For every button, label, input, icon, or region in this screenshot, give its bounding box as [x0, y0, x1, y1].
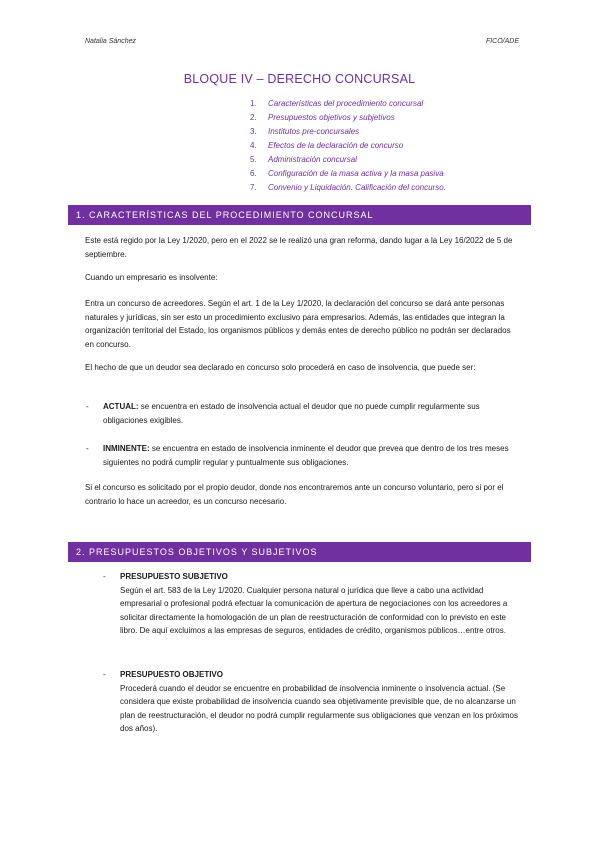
dash-bullet-icon: - [86, 402, 89, 411]
presupuesto-objetivo-text: Procederá cuando el deudor se encuentre en probabilidad de insolvencia inminente o insolvencia actual. (Se considera que existe probabilidad de insolvencia cuando sea objetivamente previsible que, de no alcanzarse un plan de reestructuración, el deudor no podrá cumplir regularmente sus obligaciones que venzan en los próximos dos años). [120, 683, 519, 733]
toc-item: 3. Institutos pre-concursales [250, 127, 360, 136]
header-author: Natalia Sánchez [85, 38, 136, 45]
section-heading-2: 2. PRESUPUESTOS OBJETIVOS Y SUBJETIVOS [68, 542, 531, 562]
presupuesto-objetivo [120, 668, 520, 736]
dash-bullet-icon: - [86, 444, 89, 453]
dash-bullet-icon: - [103, 670, 106, 679]
section1-intro: Este está regido por la Ley 1/2020, pero en el 2022 se le realizó una gran reforma, dando lugar a la Ley 16/2022 de 5 de septiembre. [85, 236, 513, 259]
toc-item: 7. Convenio y Liquidación. Calificación del concurso. [250, 183, 446, 192]
toc-item: 6. Configuración de la masa activa y la masa pasiva [250, 169, 444, 178]
section1-paragraph-1: Entra un concurso de acreedores. Según el art. 1 de la Ley 1/2020, la declaración del concurso se dará ante personas naturales y jurídicas, sin ser esto un procedimiento exclusivo para empresarios. Además, las entidades que integran la organización territorial del Estado, los organismos públicos y demás entes de derecho público no podrán ser declarados en concurso. [85, 299, 511, 349]
bullet-inminente: - INMINENTE: se encuentra en estado de insolvencia inminente el deudor que prevea que dentro de los tres meses siguientes no podrá cumplir regular y puntualmente sus obligaciones. [86, 444, 509, 467]
dash-bullet-icon: - [103, 572, 106, 581]
presupuesto-subjetivo-title: PRESUPUESTO SUBJETIVO [120, 572, 228, 581]
header-course: FICO/ADE [485, 38, 519, 45]
table-of-contents [250, 97, 446, 195]
toc-item: 4. Efectos de la declaración de concurso [250, 141, 404, 150]
section1-paragraph-3: Si el concurso es solicitado por el propio deudor, donde nos encontraremos ante un concurso voluntario, pero si por el contrario lo hace un acreedor, es un concurso necesario. [85, 483, 504, 506]
toc-item: 2. Presupuestos objetivos y subjetivos [250, 113, 395, 122]
presupuesto-subjetivo [120, 570, 520, 638]
presupuesto-subjetivo-text: Según el art. 583 de la Ley 1/2020. Cualquier persona natural o jurídica que lleve a cabo una actividad empresarial o profesional podrá efectuar la comunicación de apertura de negociaciones con los acreedores a solicitar directamente la homologación de un plan de reestructuración de conformidad con lo previsto en este libro. De aquí excluimos a las empresas de seguros, entidades de crédito, organismos públicos…entre otros. [120, 585, 508, 635]
toc-item: 5. Administración concursal [250, 155, 357, 164]
presupuesto-objetivo-title: PRESUPUESTO OBJETIVO [120, 670, 223, 679]
document-title: BLOQUE IV – DERECHO CONCURSAL [183, 72, 416, 86]
bullet-actual: - ACTUAL: se encuentra en estado de insolvencia actual el deudor que no puede cumplir regularmente sus obligaciones exigibles. [86, 402, 480, 425]
section1-paragraph-2: El hecho de que un deudor sea declarado en concurso solo procederá en caso de insolvencia, que puede ser: [85, 363, 476, 372]
section1-insolvent-label: Cuando un empresario es insolvente: [85, 273, 218, 282]
toc-item: 1. Características del procedimiento concursal [250, 99, 424, 108]
section-heading-1: 1. CARACTERÍSTICAS DEL PROCEDIMIENTO CONCURSAL [68, 205, 531, 225]
